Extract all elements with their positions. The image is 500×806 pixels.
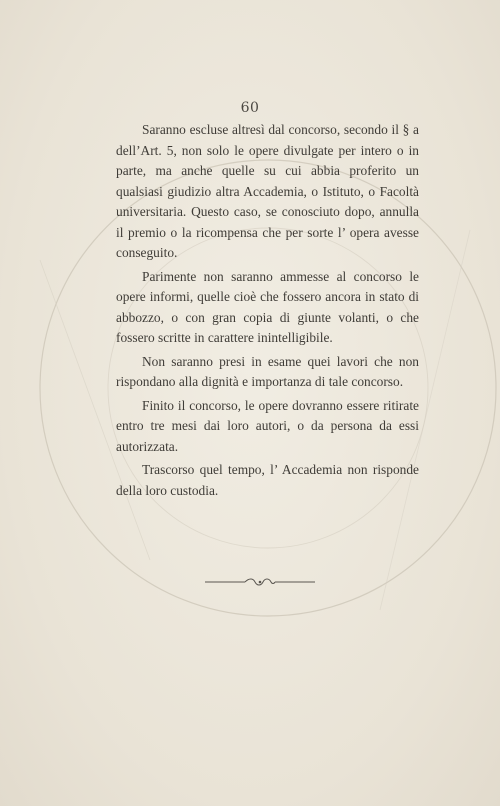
end-ornament-icon xyxy=(205,576,315,588)
paragraph-5: Trascorso quel tempo, l’ Accademia non risponde della loro custodia. xyxy=(116,462,419,498)
page-number: 60 xyxy=(240,100,260,116)
paragraph-2: Parimente non saranno ammesse al concorso le opere informi, quelle cioè che fossero ancora in stato di abbozzo, o con gran copia di giunte volanti, o che fossero scritte in carattere inintelligibile. xyxy=(116,268,419,345)
paragraph-3: Non saranno presi in esame quei lavori che non rispondano alla dignità e importanza di tale concorso. xyxy=(116,353,419,389)
paragraph-1: Saranno escluse altresì dal concorso, secondo il § a dell’Art. 5, non solo le opere divulgate per intero o in parte, ma anche quelle su cui abbia proferito un qualsiasi giudizio altra Accademia, o Istituto, o Facoltà universitaria. Questo caso, se conosciuto dopo, annulla il premio o la ricompensa che per sorte l’ opera avesse conseguito. xyxy=(116,122,419,260)
body-text xyxy=(116,120,419,504)
paragraph-4: Finito il concorso, le opere dovranno essere ritirate entro tre mesi dai loro autori, o da persona da essi autorizzata. xyxy=(116,397,419,454)
